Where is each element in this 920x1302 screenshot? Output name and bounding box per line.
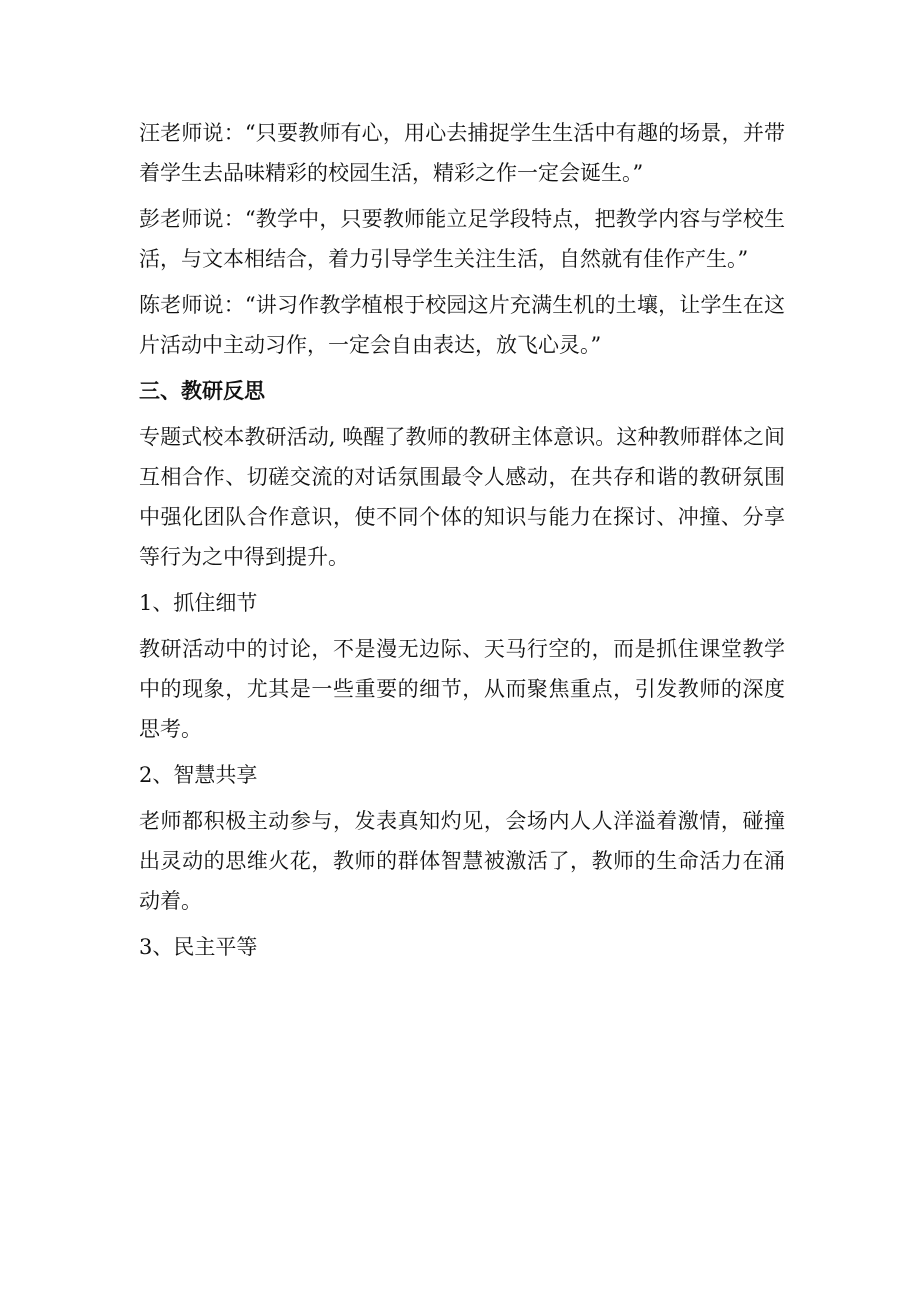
wisdom-sharing-paragraph: 老师都积极主动参与，发表真知灼见，会场内人人洋溢着激情，碰撞出灵动的思维火花，教师的群体智慧被激活了，教师的生命活力在涌动着。: [139, 809, 785, 913]
quote-paragraph-wang: 汪老师说：“只要教师有心，用心去捕捉学生生活中有趣的场景，并带着学生去品味精彩的校园生活，精彩之作一定会诞生。”: [139, 121, 785, 185]
section-heading-reflection: 三、教研反思: [139, 378, 265, 403]
subheading-wisdom-sharing: 2、智慧共享: [139, 763, 258, 787]
quote-paragraph-peng: 彭老师说：“教学中，只要教师能立足学段特点，把教学内容与学校生活，与文本相结合，着力引导学生关注生活，自然就有佳作产生。”: [139, 207, 785, 271]
subheading-democracy-equality: 3、民主平等: [139, 935, 258, 959]
details-paragraph: 教研活动中的讨论，不是漫无边际、天马行空的，而是抓住课堂教学中的现象，尤其是一些重要的细节，从而聚焦重点，引发教师的深度思考。: [139, 637, 785, 741]
subheading-details: 1、抓住细节: [139, 591, 258, 615]
document-body: [139, 113, 785, 973]
reflection-paragraph: 专题式校本教研活动, 唤醒了教师的教研主体意识。这种教师群体之间互相合作、切磋交流的对话氛围最令人感动，在共存和谐的教研氛围中强化团队合作意识，使不同个体的知识与能力在探讨、冲撞、分享等行为之中得到提升。: [139, 425, 785, 569]
quote-paragraph-chen: 陈老师说：“讲习作教学植根于校园这片充满生机的土壤，让学生在这片活动中主动习作，一定会自由表达，放飞心灵。”: [139, 293, 785, 357]
